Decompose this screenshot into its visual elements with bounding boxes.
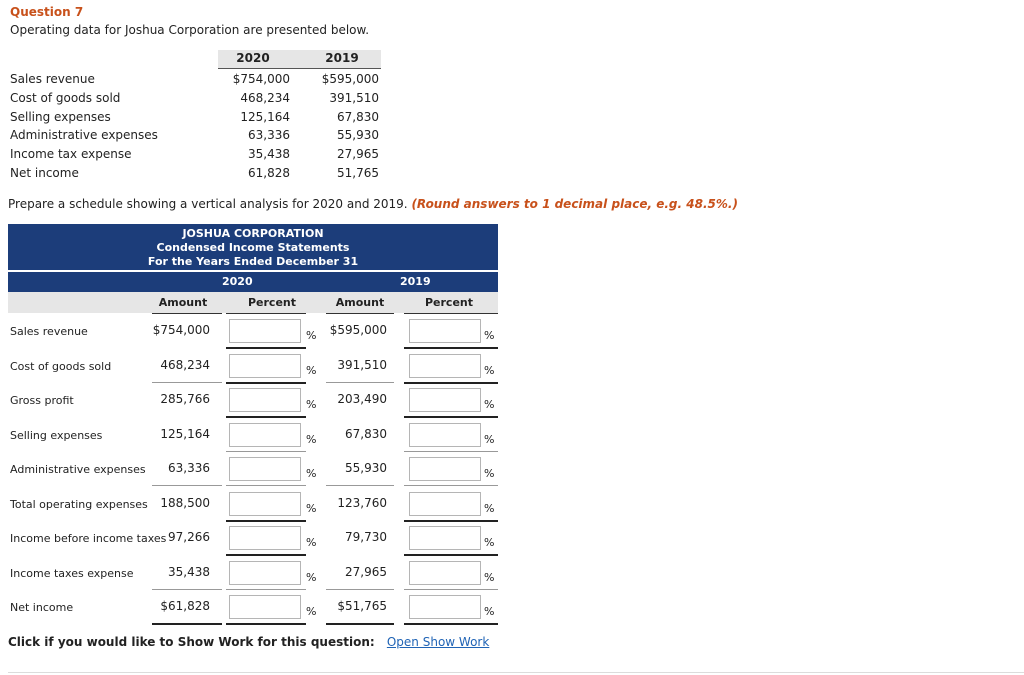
statement-period: For the Years Ended December 31 <box>147 255 359 268</box>
percent-input-2019[interactable] <box>409 457 481 481</box>
percent-sign: % <box>484 329 495 342</box>
percent-sign: % <box>484 502 495 515</box>
col-amount-2019: Amount <box>335 296 385 309</box>
amount-2020: 63,336 <box>168 461 210 475</box>
percent-sign: % <box>306 467 317 480</box>
question-title: Question 7 <box>10 5 84 19</box>
cell-underline <box>226 623 306 625</box>
operating-value-2019: 27,965 <box>337 147 379 161</box>
amount-2019: 203,490 <box>337 392 387 406</box>
percent-input-2020[interactable] <box>229 423 301 447</box>
col-underline <box>404 313 498 314</box>
amount-2020: $754,000 <box>152 323 210 337</box>
amount-underline <box>326 623 394 625</box>
percent-sign: % <box>484 467 495 480</box>
operating-row-label: Cost of goods sold <box>10 91 121 105</box>
percent-input-2020[interactable] <box>229 526 301 550</box>
operating-value-2019: 55,930 <box>337 128 379 142</box>
statement-row-label: Net income <box>10 601 74 614</box>
percent-input-2019[interactable] <box>409 595 481 619</box>
amount-underline <box>152 589 222 590</box>
percent-input-2019[interactable] <box>409 492 481 516</box>
cell-underline <box>226 416 306 418</box>
percent-sign: % <box>484 364 495 377</box>
col-percent-2020: Percent <box>247 296 297 309</box>
amount-2020: 285,766 <box>160 392 210 406</box>
col-amount-2020: Amount <box>158 296 208 309</box>
operating-value-2020: 468,234 <box>240 91 290 105</box>
statement-row-label: Total operating expenses <box>10 498 148 511</box>
amount-2019: 67,830 <box>345 427 387 441</box>
year-2020-label: 2020 <box>222 275 253 288</box>
cell-underline <box>404 623 498 625</box>
percent-input-2019[interactable] <box>409 526 481 550</box>
column-head-2020: 2020 <box>236 51 270 65</box>
operating-value-2020: 61,828 <box>248 166 290 180</box>
amount-2019: $595,000 <box>329 323 387 337</box>
cell-underline <box>226 589 306 590</box>
percent-input-2019[interactable] <box>409 388 481 412</box>
operating-row-label: Sales revenue <box>10 72 95 86</box>
statement-row-label: Selling expenses <box>10 429 103 442</box>
cell-underline <box>226 520 306 522</box>
amount-2020: 97,266 <box>168 530 210 544</box>
percent-sign: % <box>484 536 495 549</box>
percent-input-2020[interactable] <box>229 388 301 412</box>
statement-title: Condensed Income Statements <box>156 241 350 254</box>
cell-underline <box>404 485 498 486</box>
operating-value-2019: 67,830 <box>337 110 379 124</box>
percent-sign: % <box>484 605 495 618</box>
percent-sign: % <box>484 398 495 411</box>
amount-2020: 125,164 <box>160 427 210 441</box>
percent-sign: % <box>484 571 495 584</box>
amount-2020: 35,438 <box>168 565 210 579</box>
year-band <box>8 272 498 292</box>
instruction-text <box>8 197 738 211</box>
statement-row-label: Administrative expenses <box>10 463 146 476</box>
percent-input-2019[interactable] <box>409 319 481 343</box>
amount-2019: 391,510 <box>337 358 387 372</box>
amount-underline <box>326 589 394 590</box>
company-name: JOSHUA CORPORATION <box>182 227 324 240</box>
percent-sign: % <box>306 329 317 342</box>
statement-row-label: Sales revenue <box>10 325 88 338</box>
cell-underline <box>404 382 498 384</box>
amount-underline <box>326 485 394 486</box>
amount-2019: 79,730 <box>345 530 387 544</box>
amount-2019: 27,965 <box>345 565 387 579</box>
year-2019-label: 2019 <box>400 275 431 288</box>
percent-input-2019[interactable] <box>409 423 481 447</box>
cell-underline <box>226 485 306 486</box>
col-percent-2019: Percent <box>424 296 474 309</box>
percent-input-2019[interactable] <box>409 354 481 378</box>
percent-sign: % <box>306 571 317 584</box>
show-work-prompt: Click if you would like to Show Work for this question: <box>8 635 375 649</box>
open-show-work-link[interactable]: Open Show Work <box>386 635 490 649</box>
statement-row-label: Income before income taxes <box>10 532 167 545</box>
percent-input-2020[interactable] <box>229 354 301 378</box>
amount-2020: $61,828 <box>160 599 210 613</box>
cell-underline <box>226 451 306 452</box>
percent-input-2020[interactable] <box>229 457 301 481</box>
amount-underline <box>152 623 222 625</box>
percent-sign: % <box>306 502 317 515</box>
cell-underline <box>404 520 498 522</box>
percent-input-2020[interactable] <box>229 595 301 619</box>
rounding-hint: (Round answers to 1 decimal place, e.g. 48.5%.) <box>411 197 738 211</box>
statement-row-label: Income taxes expense <box>10 567 134 580</box>
percent-sign: % <box>306 364 317 377</box>
percent-sign: % <box>306 605 317 618</box>
show-work-bar <box>8 635 489 649</box>
amount-underline <box>326 382 394 383</box>
operating-row-label: Selling expenses <box>10 110 111 124</box>
cell-underline <box>404 451 498 452</box>
percent-input-2020[interactable] <box>229 561 301 585</box>
operating-value-2020: 35,438 <box>248 147 290 161</box>
column-head-2019: 2019 <box>325 51 359 65</box>
amount-2020: 188,500 <box>160 496 210 510</box>
percent-sign: % <box>306 398 317 411</box>
percent-input-2020[interactable] <box>229 319 301 343</box>
operating-value-2019: $595,000 <box>321 72 379 86</box>
column-headers <box>8 292 498 313</box>
amount-underline <box>152 382 222 383</box>
percent-input-2019[interactable] <box>409 561 481 585</box>
operating-row-label: Income tax expense <box>10 147 132 161</box>
header-rule <box>218 68 381 69</box>
percent-input-2020[interactable] <box>229 492 301 516</box>
cell-underline <box>404 347 498 349</box>
col-underline <box>326 313 394 314</box>
amount-2019: 123,760 <box>337 496 387 510</box>
statement-row-label: Gross profit <box>10 394 74 407</box>
amount-2020: 468,234 <box>160 358 210 372</box>
instruction: Prepare a schedule showing a vertical analysis for 2020 and 2019. <box>8 197 408 211</box>
amount-2019: 55,930 <box>345 461 387 475</box>
percent-sign: % <box>484 433 495 446</box>
cell-underline <box>226 347 306 349</box>
statement-row-label: Cost of goods sold <box>10 360 112 373</box>
operating-row-label: Administrative expenses <box>10 128 158 142</box>
cell-underline <box>404 416 498 418</box>
bottom-divider <box>8 672 1024 673</box>
operating-value-2020: 125,164 <box>240 110 290 124</box>
cell-underline <box>404 554 498 556</box>
col-underline <box>152 313 222 314</box>
amount-2019: $51,765 <box>337 599 387 613</box>
percent-sign: % <box>306 536 317 549</box>
amount-underline <box>152 485 222 486</box>
col-underline <box>226 313 306 314</box>
percent-sign: % <box>306 433 317 446</box>
statement-heading <box>8 224 498 270</box>
cell-underline <box>226 382 306 384</box>
operating-row-label: Net income <box>10 166 79 180</box>
operating-value-2019: 51,765 <box>337 166 379 180</box>
cell-underline <box>226 554 306 556</box>
operating-value-2020: $754,000 <box>232 72 290 86</box>
operating-value-2019: 391,510 <box>329 91 379 105</box>
cell-underline <box>404 589 498 590</box>
operating-value-2020: 63,336 <box>248 128 290 142</box>
question-intro: Operating data for Joshua Corporation are presented below. <box>10 23 370 37</box>
